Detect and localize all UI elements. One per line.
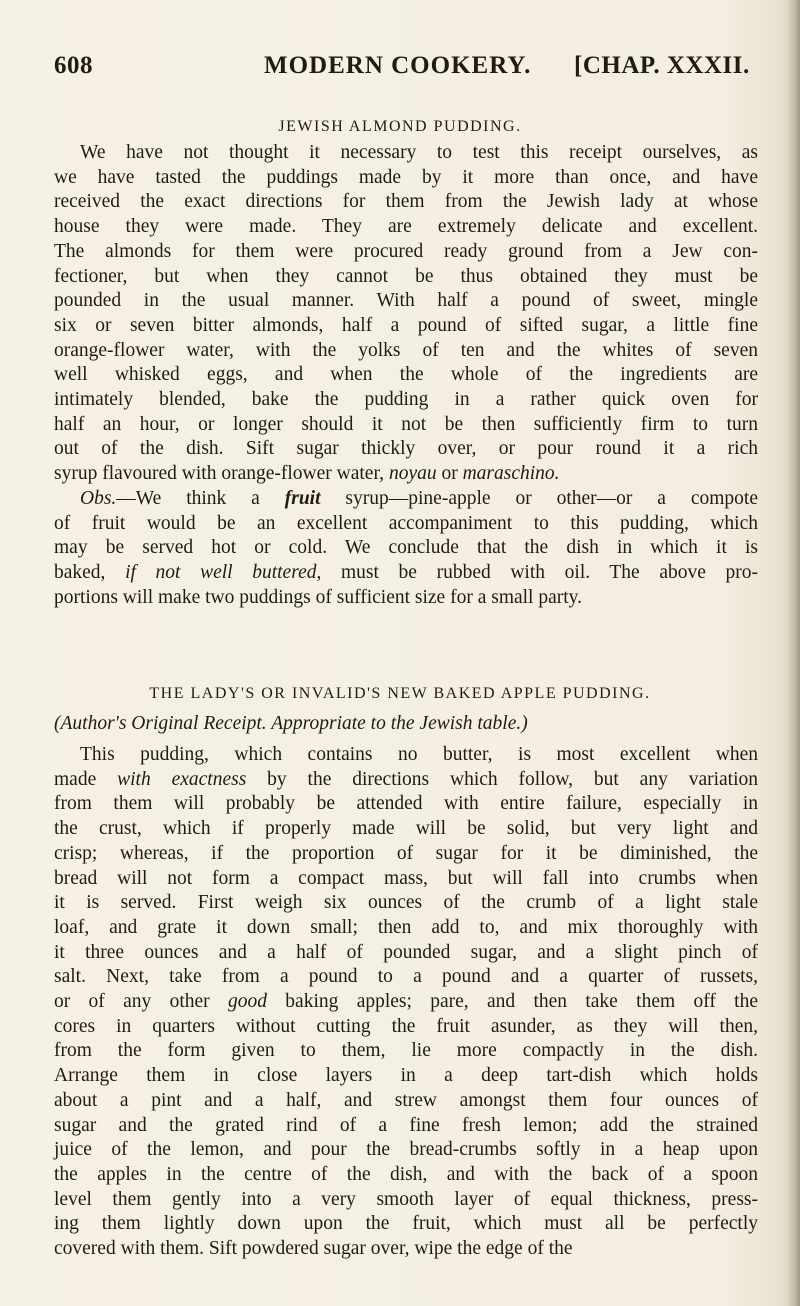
text-line: portions will make two puddings of sufficient size for a small party. [54,586,583,608]
italic-run: if not well buttered [125,561,317,583]
text-line: orange-flower water, with the yolks of ten and the whites of seven [54,339,758,361]
page-edge-shadow [786,0,800,1306]
text-line: pounded in the usual manner. With half a pound of sweet, mingle [54,290,758,312]
text-line: may be served hot or cold. We conclude that the dish in which it is [54,537,758,559]
text-run: or of any other [54,991,228,1013]
text-line: about a pint and a half, and strew amongst them four ounces of [54,1089,758,1111]
text-run: baking apples; pare, and then take them off the [266,991,758,1013]
obs-label: Obs. [80,487,117,509]
text-line: received the exact directions for them from the Jewish lady at whose [54,191,758,213]
text-run: syrup flavoured with orange-flower water, [54,463,389,485]
page-number: 608 [54,52,93,79]
recipe-subtitle: (Author's Original Receipt. Appropriate to the Jewish table.) [54,713,528,734]
text-line: Arrange them in close layers in a deep tart-dish which holds [54,1065,758,1087]
text-run: —We think a [116,487,285,509]
text-line: house they were made. They are extremely delicate and excellent. [54,216,758,238]
text-line: sugar and the grated rind of a fine fresh lemon; add the strained [54,1114,758,1136]
text-line: well whisked eggs, and when the whole of the ingredients are [54,364,758,386]
text-run: , must be rubbed with oil. The above pro- [316,561,759,583]
italic-run: maraschino. [462,463,560,485]
text-line: out of the dish. Sift sugar thickly over, or pour round it a rich [54,438,758,460]
text-line: salt. Next, take from a pound to a pound and a quarter of russets, [54,966,758,988]
text-line: level them gently into a very smooth layer of equal thickness, press- [54,1188,758,1210]
text-line: crisp; whereas, if the proportion of sugar for it be diminished, the [54,842,758,864]
text-line: This pudding, which contains no butter, is most excellent when [80,744,758,765]
italic-run: noyau [388,463,437,485]
text-line: ing them lightly down upon the fruit, which must all be perfectly [54,1213,758,1235]
text-line [54,561,758,586]
text-line: We have not thought it necessary to test this receipt ourselves, as [80,142,758,163]
text-line: from them will probably be attended with entire failure, especially in [54,793,758,815]
text-line: cores in quarters without cutting the fruit asunder, as they will then, [54,1015,758,1037]
obs-line [54,487,758,512]
text-line: The almonds for them were procured ready ground from a Jew con- [54,240,758,262]
text-run: syrup—pine-apple or other—or a compote [320,487,758,509]
text-line [54,462,758,487]
italic-run: good [227,991,267,1013]
text-line [54,990,758,1015]
text-line [54,768,758,793]
text-line: of fruit would be an excellent accompaniment to this pudding, which [54,512,758,534]
recipe-body-apple-pudding [54,743,758,1262]
recipe-body-jewish-almond-pudding [54,141,758,610]
text-line: fectioner, but when they cannot be thus obtained they must be [54,265,758,287]
text-line: covered with them. Sift powdered sugar over, wipe the edge of the [54,1238,573,1260]
text-line: juice of the lemon, and pour the bread-crumbs softly in a heap upon [54,1139,758,1161]
text-line: it three ounces and a half of pounded sugar, and a slight pinch of [54,941,758,963]
text-line: bread will not form a compact mass, but will fall into crumbs when [54,867,758,889]
text-line: six or seven bitter almonds, half a pound of sifted sugar, a little fine [54,314,758,336]
recipe-title-jewish-almond-pudding: JEWISH ALMOND PUDDING. [278,118,522,135]
text-run: or [436,463,463,485]
text-line: it is served. First weigh six ounces of the crumb of a light stale [54,892,758,914]
text-line: loaf, and grate it down small; then add to, and mix thoroughly with [54,916,758,938]
text-line: the crust, which if properly made will be solid, but very light and [54,818,758,840]
text-line: from the form given to them, lie more compactly in the dish. [54,1040,758,1062]
text-run: made [54,768,118,790]
text-line: the apples in the centre of the dish, and with the back of a spoon [54,1163,758,1185]
text-line: intimately blended, bake the pudding in a rather quick oven for [54,389,758,411]
recipe-title-apple-pudding: THE LADY'S OR INVALID'S NEW BAKED APPLE PUDDING. [149,685,651,702]
italic-run: with exactness [117,768,247,790]
running-header [54,52,754,86]
text-run: by the directions which follow, but any variation [246,768,759,790]
text-run: baked, [54,561,126,583]
text-line: we have tasted the puddings made by it more than once, and have [54,166,758,188]
text-line: half an hour, or longer should it not be then sufficiently firm to turn [54,413,758,435]
italic-run: fruit [284,487,321,509]
chapter-label: [CHAP. XXXII. [574,52,750,79]
running-title: MODERN COOKERY. [264,52,532,79]
